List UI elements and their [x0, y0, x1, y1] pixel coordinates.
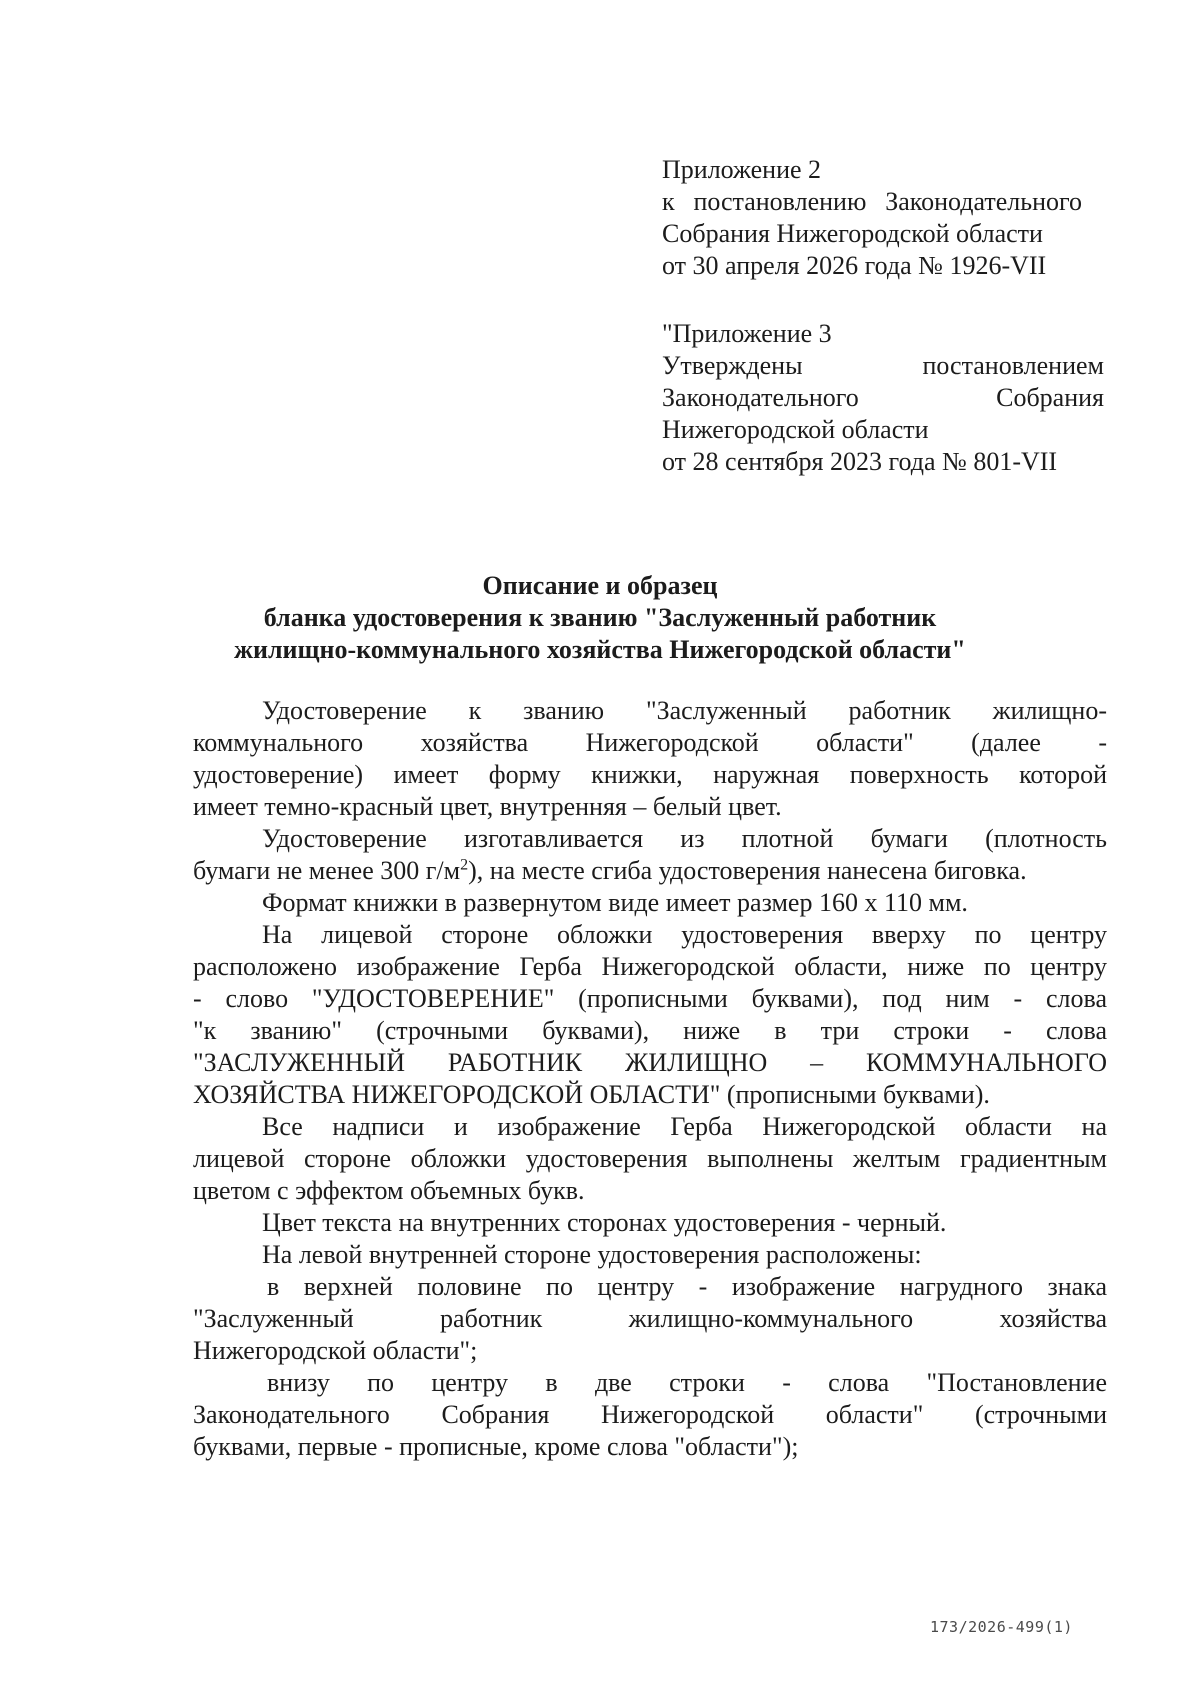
- annex-current-line: Приложение 2: [662, 155, 822, 184]
- document-body: [193, 695, 1107, 1463]
- body-line: в верхней половине по центру - изображение нагрудного знака: [267, 1272, 1107, 1301]
- body-line: лицевой стороне обложки удостоверения выполнены желтым градиентным: [193, 1144, 1107, 1173]
- superscript-exponent: 2: [460, 856, 469, 874]
- annex-current-line: от 30 апреля 2026 года № 1926-VII: [662, 251, 1047, 280]
- body-line: имеет темно-красный цвет, внутренняя – белый цвет.: [193, 792, 782, 821]
- body-line: внизу по центру в две строки - слова "Постановление: [267, 1368, 1107, 1397]
- body-line: буквами, первые - прописные, кроме слова "области");: [193, 1432, 799, 1461]
- body-line: "ЗАСЛУЖЕННЫЙ РАБОТНИК ЖИЛИЩНО – КОММУНАЛЬНОГО: [193, 1048, 1107, 1077]
- annex-current-line: к постановлению Законодательного: [662, 187, 1082, 216]
- body-line: "к званию" (строчными буквами), ниже в три строки - слова: [193, 1016, 1107, 1045]
- body-line: Законодательного Собрания Нижегородской области" (строчными: [193, 1400, 1107, 1429]
- document-title: [150, 570, 1050, 666]
- title-line: Описание и образец: [482, 571, 718, 600]
- body-line: Нижегородской области";: [193, 1336, 478, 1365]
- body-line: ХОЗЯЙСТВА НИЖЕГОРОДСКОЙ ОБЛАСТИ" (прописными буквами).: [193, 1080, 990, 1109]
- annex-current-block: [662, 154, 1082, 282]
- body-line: Цвет текста на внутренних сторонах удостоверения - черный.: [262, 1208, 947, 1237]
- body-line: коммунального хозяйства Нижегородской области" (далее -: [193, 728, 1107, 757]
- annex-previous-line: от 28 сентября 2023 года № 801-VII: [662, 447, 1058, 476]
- title-line: бланка удостоверения к званию "Заслуженный работник: [263, 603, 937, 632]
- body-line: На левой внутренней стороне удостоверения расположены:: [262, 1240, 922, 1269]
- annex-current-line: Собрания Нижегородской области: [662, 219, 1043, 248]
- body-line: цветом с эффектом объемных букв.: [193, 1176, 585, 1205]
- body-line: Удостоверение к званию "Заслуженный работник жилищно-: [262, 696, 1107, 725]
- body-line: - слово "УДОСТОВЕРЕНИЕ" (прописными буквами), под ним - слова: [193, 984, 1107, 1013]
- body-line: Удостоверение изготавливается из плотной бумаги (плотность: [262, 824, 1107, 853]
- annex-previous-line: Утверждены постановлением: [662, 351, 1104, 380]
- body-line: Все надписи и изображение Герба Нижегородской области на: [262, 1112, 1107, 1141]
- body-line-with-superscript: [193, 855, 1107, 887]
- body-line: "Заслуженный работник жилищно-коммунального хозяйства: [193, 1304, 1107, 1333]
- document-registration-code: 173/2026-499(1): [930, 1618, 1073, 1636]
- title-line: жилищно-коммунального хозяйства Нижегородской области": [234, 635, 966, 664]
- body-text-fragment: ), на месте сгиба удостоверения нанесена биговка.: [468, 856, 1027, 885]
- body-line: удостоверение) имеет форму книжки, наружная поверхность которой: [193, 760, 1107, 789]
- annex-previous-line: "Приложение 3: [662, 319, 832, 348]
- body-line: Формат книжки в развернутом виде имеет размер 160 х 110 мм.: [262, 888, 968, 917]
- body-text-fragment: бумаги не менее 300 г/м: [193, 856, 461, 885]
- annex-previous-line: Законодательного Собрания: [662, 383, 1104, 412]
- annex-previous-line: Нижегородской области: [662, 415, 929, 444]
- annex-previous-block: [662, 318, 1104, 478]
- body-line: расположено изображение Герба Нижегородской области, ниже по центру: [193, 952, 1107, 981]
- body-line: На лицевой стороне обложки удостоверения вверху по центру: [262, 920, 1107, 949]
